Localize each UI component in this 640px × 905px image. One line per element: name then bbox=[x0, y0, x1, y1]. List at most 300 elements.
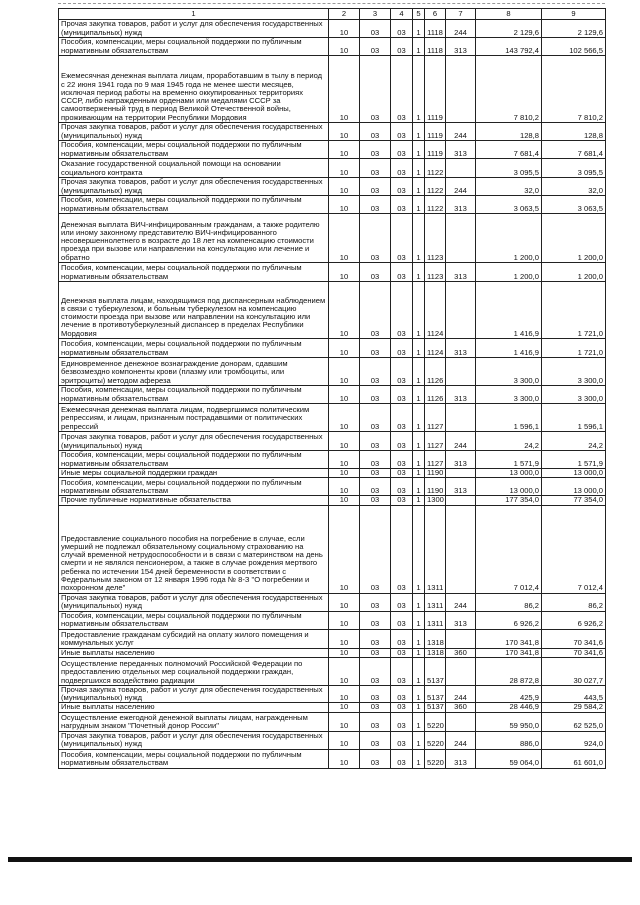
cell-c9: 3 300,0 bbox=[542, 386, 606, 404]
table-body bbox=[59, 20, 606, 769]
cell-c5: 1 bbox=[413, 749, 425, 768]
table-row bbox=[59, 38, 606, 56]
cell-c7: 313 bbox=[446, 451, 476, 469]
cell-c4: 03 bbox=[391, 386, 413, 404]
cell-c9: 61 601,0 bbox=[542, 749, 606, 768]
cell-c2: 10 bbox=[329, 469, 360, 478]
cell-c4: 03 bbox=[391, 123, 413, 141]
cell-c4: 03 bbox=[391, 469, 413, 478]
cell-c3: 03 bbox=[360, 339, 391, 358]
table-row bbox=[59, 496, 606, 505]
cell-c5: 1 bbox=[413, 178, 425, 196]
cell-c2: 10 bbox=[329, 123, 360, 141]
cell-c9: 7 681,4 bbox=[542, 141, 606, 159]
bottom-border-bar bbox=[8, 857, 632, 862]
cell-c3: 03 bbox=[360, 469, 391, 478]
cell-c8: 3 300,0 bbox=[476, 386, 542, 404]
cell-c5: 1 bbox=[413, 404, 425, 432]
cell-c4: 03 bbox=[391, 432, 413, 451]
cell-c4: 03 bbox=[391, 38, 413, 56]
cell-c2: 10 bbox=[329, 282, 360, 339]
row-description: Ежемесячная денежная выплата лицам, подвергшимся политическим репрессиям, и лицам, признанным пострадавшими от политических репрессий bbox=[59, 404, 329, 432]
cell-c4: 03 bbox=[391, 593, 413, 611]
cell-c4: 03 bbox=[391, 749, 413, 768]
cell-c3: 03 bbox=[360, 478, 391, 496]
row-description: Прочая закупка товаров, работ и услуг для обеспечения государственных (муниципальных) нужд bbox=[59, 178, 329, 196]
cell-c3: 03 bbox=[360, 141, 391, 159]
cell-c5: 1 bbox=[413, 141, 425, 159]
cell-c3: 03 bbox=[360, 657, 391, 685]
cell-c9: 2 129,6 bbox=[542, 20, 606, 38]
cell-c9: 128,8 bbox=[542, 123, 606, 141]
cell-c5: 1 bbox=[413, 469, 425, 478]
cell-c6: 1126 bbox=[425, 386, 446, 404]
cell-c3: 03 bbox=[360, 611, 391, 629]
cell-c8: 24,2 bbox=[476, 432, 542, 451]
cell-c4: 03 bbox=[391, 404, 413, 432]
column-header: 7 bbox=[446, 9, 476, 20]
cell-c3: 03 bbox=[360, 731, 391, 749]
row-description: Пособия, компенсации, меры социальной поддержки по публичным нормативным обязательствам bbox=[59, 196, 329, 214]
cell-c8: 1 416,9 bbox=[476, 282, 542, 339]
cell-c8: 13 000,0 bbox=[476, 478, 542, 496]
cell-c9: 1 200,0 bbox=[542, 214, 606, 263]
cell-c8: 7 681,4 bbox=[476, 141, 542, 159]
cell-c7 bbox=[446, 282, 476, 339]
cell-c6: 1311 bbox=[425, 611, 446, 629]
row-description: Прочая закупка товаров, работ и услуг для обеспечения государственных (муниципальных) нужд bbox=[59, 685, 329, 703]
cell-c6: 1123 bbox=[425, 214, 446, 263]
cell-c3: 03 bbox=[360, 20, 391, 38]
cell-c3: 03 bbox=[360, 703, 391, 712]
cell-c6: 1119 bbox=[425, 123, 446, 141]
cell-c4: 03 bbox=[391, 196, 413, 214]
cell-c2: 10 bbox=[329, 505, 360, 593]
cell-c2: 10 bbox=[329, 685, 360, 703]
cell-c3: 03 bbox=[360, 178, 391, 196]
table-row bbox=[59, 712, 606, 731]
row-description: Осуществление ежегодной денежной выплаты лицам, награжденным нагрудным знаком "Почетный донор России" bbox=[59, 712, 329, 731]
cell-c8: 59 064,0 bbox=[476, 749, 542, 768]
cell-c6: 1122 bbox=[425, 178, 446, 196]
cell-c2: 10 bbox=[329, 339, 360, 358]
cell-c5: 1 bbox=[413, 282, 425, 339]
cell-c5: 1 bbox=[413, 214, 425, 263]
cell-c5: 1 bbox=[413, 712, 425, 731]
table-row bbox=[59, 20, 606, 38]
budget-table-page bbox=[58, 8, 605, 769]
cell-c7: 313 bbox=[446, 478, 476, 496]
row-description: Пособия, компенсации, меры социальной поддержки по публичным нормативным обязательствам bbox=[59, 611, 329, 629]
top-dashed-rule bbox=[58, 3, 605, 4]
cell-c9: 924,0 bbox=[542, 731, 606, 749]
row-description: Прочая закупка товаров, работ и услуг для обеспечения государственных (муниципальных) нужд bbox=[59, 20, 329, 38]
cell-c9: 7 012,4 bbox=[542, 505, 606, 593]
cell-c3: 03 bbox=[360, 685, 391, 703]
cell-c6: 5137 bbox=[425, 685, 446, 703]
cell-c8: 425,9 bbox=[476, 685, 542, 703]
cell-c8: 170 341,8 bbox=[476, 629, 542, 648]
cell-c3: 03 bbox=[360, 196, 391, 214]
row-description: Пособия, компенсации, меры социальной поддержки по публичным нормативным обязательствам bbox=[59, 263, 329, 282]
table-row bbox=[59, 196, 606, 214]
row-description: Предоставление гражданам субсидий на оплату жилого помещения и коммунальных услуг bbox=[59, 629, 329, 648]
row-description: Пособия, компенсации, меры социальной поддержки по публичным нормативным обязательствам bbox=[59, 141, 329, 159]
cell-c3: 03 bbox=[360, 159, 391, 178]
table-row bbox=[59, 56, 606, 123]
cell-c4: 03 bbox=[391, 159, 413, 178]
cell-c3: 03 bbox=[360, 432, 391, 451]
cell-c9: 1 721,0 bbox=[542, 282, 606, 339]
cell-c7 bbox=[446, 214, 476, 263]
cell-c5: 1 bbox=[413, 451, 425, 469]
cell-c4: 03 bbox=[391, 731, 413, 749]
cell-c6: 1318 bbox=[425, 629, 446, 648]
column-header: 5 bbox=[413, 9, 425, 20]
column-header: 8 bbox=[476, 9, 542, 20]
cell-c6: 5137 bbox=[425, 703, 446, 712]
cell-c4: 03 bbox=[391, 611, 413, 629]
cell-c8: 177 354,0 bbox=[476, 496, 542, 505]
cell-c8: 1 596,1 bbox=[476, 404, 542, 432]
table-row bbox=[59, 657, 606, 685]
row-description: Единовременное денежное вознаграждение донорам, сдавшим безвозмездно компоненты крови (плазму или тромбоциты, или эритроциты) методом афереза bbox=[59, 358, 329, 386]
cell-c6: 1300 bbox=[425, 496, 446, 505]
row-description: Пособия, компенсации, меры социальной поддержки по публичным нормативным обязательствам bbox=[59, 478, 329, 496]
cell-c3: 03 bbox=[360, 214, 391, 263]
cell-c8: 886,0 bbox=[476, 731, 542, 749]
table-row bbox=[59, 469, 606, 478]
cell-c5: 1 bbox=[413, 38, 425, 56]
cell-c9: 30 027,7 bbox=[542, 657, 606, 685]
cell-c2: 10 bbox=[329, 263, 360, 282]
cell-c6: 5220 bbox=[425, 731, 446, 749]
cell-c2: 10 bbox=[329, 478, 360, 496]
table-row bbox=[59, 386, 606, 404]
table-row bbox=[59, 178, 606, 196]
cell-c6: 1118 bbox=[425, 38, 446, 56]
cell-c4: 03 bbox=[391, 178, 413, 196]
cell-c2: 10 bbox=[329, 404, 360, 432]
cell-c5: 1 bbox=[413, 648, 425, 657]
cell-c3: 03 bbox=[360, 629, 391, 648]
cell-c6: 1122 bbox=[425, 159, 446, 178]
cell-c3: 03 bbox=[360, 123, 391, 141]
cell-c7: 313 bbox=[446, 141, 476, 159]
table-row bbox=[59, 648, 606, 657]
cell-c7: 313 bbox=[446, 611, 476, 629]
cell-c3: 03 bbox=[360, 358, 391, 386]
cell-c2: 10 bbox=[329, 159, 360, 178]
row-description: Осуществление переданных полномочий Российской Федерации по предоставлению отдельных мер социальной поддержки граждан, подвергшихся воздействию радиации bbox=[59, 657, 329, 685]
cell-c6: 1126 bbox=[425, 358, 446, 386]
cell-c9: 62 525,0 bbox=[542, 712, 606, 731]
cell-c2: 10 bbox=[329, 56, 360, 123]
cell-c9: 77 354,0 bbox=[542, 496, 606, 505]
cell-c6: 1190 bbox=[425, 478, 446, 496]
table-row bbox=[59, 358, 606, 386]
table-header-row bbox=[59, 9, 606, 20]
cell-c5: 1 bbox=[413, 478, 425, 496]
table-row bbox=[59, 141, 606, 159]
cell-c9: 1 596,1 bbox=[542, 404, 606, 432]
column-header: 6 bbox=[425, 9, 446, 20]
cell-c6: 5137 bbox=[425, 657, 446, 685]
cell-c3: 03 bbox=[360, 56, 391, 123]
cell-c7: 244 bbox=[446, 432, 476, 451]
cell-c5: 1 bbox=[413, 386, 425, 404]
cell-c2: 10 bbox=[329, 141, 360, 159]
cell-c2: 10 bbox=[329, 451, 360, 469]
cell-c5: 1 bbox=[413, 358, 425, 386]
cell-c3: 03 bbox=[360, 496, 391, 505]
row-description: Прочая закупка товаров, работ и услуг для обеспечения государственных (муниципальных) нужд bbox=[59, 731, 329, 749]
row-description: Денежная выплата лицам, находящимся под диспансерным наблюдением в связи с туберкулезом, и больным туберкулезом на компенсацию стоимости проезда при вызове или направлении на консультацию или лечение в противотуберкулезный диспансер в пределах Республики Мордовия bbox=[59, 282, 329, 339]
cell-c4: 03 bbox=[391, 712, 413, 731]
table-row bbox=[59, 593, 606, 611]
cell-c3: 03 bbox=[360, 505, 391, 593]
cell-c6: 1127 bbox=[425, 404, 446, 432]
table-row bbox=[59, 404, 606, 432]
cell-c2: 10 bbox=[329, 214, 360, 263]
cell-c7: 244 bbox=[446, 593, 476, 611]
cell-c4: 03 bbox=[391, 629, 413, 648]
cell-c5: 1 bbox=[413, 20, 425, 38]
cell-c5: 1 bbox=[413, 56, 425, 123]
cell-c3: 03 bbox=[360, 648, 391, 657]
column-header: 1 bbox=[59, 9, 329, 20]
cell-c9: 24,2 bbox=[542, 432, 606, 451]
cell-c7: 244 bbox=[446, 685, 476, 703]
cell-c8: 128,8 bbox=[476, 123, 542, 141]
cell-c6: 5220 bbox=[425, 749, 446, 768]
row-description: Прочая закупка товаров, работ и услуг для обеспечения государственных (муниципальных) нужд bbox=[59, 432, 329, 451]
cell-c6: 1123 bbox=[425, 263, 446, 282]
cell-c5: 1 bbox=[413, 703, 425, 712]
cell-c3: 03 bbox=[360, 451, 391, 469]
cell-c6: 1124 bbox=[425, 339, 446, 358]
cell-c7: 313 bbox=[446, 196, 476, 214]
table-row bbox=[59, 703, 606, 712]
cell-c9: 1 200,0 bbox=[542, 263, 606, 282]
cell-c6: 1119 bbox=[425, 56, 446, 123]
table-row bbox=[59, 505, 606, 593]
cell-c4: 03 bbox=[391, 263, 413, 282]
cell-c9: 102 566,5 bbox=[542, 38, 606, 56]
cell-c7: 313 bbox=[446, 749, 476, 768]
cell-c4: 03 bbox=[391, 282, 413, 339]
cell-c3: 03 bbox=[360, 593, 391, 611]
cell-c9: 86,2 bbox=[542, 593, 606, 611]
cell-c3: 03 bbox=[360, 712, 391, 731]
cell-c8: 7 012,4 bbox=[476, 505, 542, 593]
cell-c2: 10 bbox=[329, 731, 360, 749]
table-row bbox=[59, 611, 606, 629]
cell-c6: 1318 bbox=[425, 648, 446, 657]
row-description: Оказание государственной социальной помощи на основании социального контракта bbox=[59, 159, 329, 178]
cell-c9: 7 810,2 bbox=[542, 56, 606, 123]
row-description: Иные выплаты населению bbox=[59, 703, 329, 712]
cell-c9: 70 341,6 bbox=[542, 648, 606, 657]
cell-c7: 244 bbox=[446, 178, 476, 196]
cell-c4: 03 bbox=[391, 505, 413, 593]
cell-c8: 28 872,8 bbox=[476, 657, 542, 685]
column-header: 4 bbox=[391, 9, 413, 20]
cell-c5: 1 bbox=[413, 657, 425, 685]
cell-c6: 1119 bbox=[425, 141, 446, 159]
cell-c8: 6 926,2 bbox=[476, 611, 542, 629]
cell-c8: 59 950,0 bbox=[476, 712, 542, 731]
table-row bbox=[59, 629, 606, 648]
table-row bbox=[59, 282, 606, 339]
cell-c2: 10 bbox=[329, 178, 360, 196]
cell-c2: 10 bbox=[329, 496, 360, 505]
cell-c7 bbox=[446, 505, 476, 593]
cell-c2: 10 bbox=[329, 593, 360, 611]
cell-c7 bbox=[446, 159, 476, 178]
table-row bbox=[59, 159, 606, 178]
cell-c7 bbox=[446, 358, 476, 386]
row-description: Пособия, компенсации, меры социальной поддержки по публичным нормативным обязательствам bbox=[59, 38, 329, 56]
cell-c7 bbox=[446, 56, 476, 123]
cell-c8: 1 200,0 bbox=[476, 263, 542, 282]
row-description: Пособия, компенсации, меры социальной поддержки по публичным нормативным обязательствам bbox=[59, 749, 329, 768]
row-description: Прочие публичные нормативные обязательства bbox=[59, 496, 329, 505]
cell-c5: 1 bbox=[413, 593, 425, 611]
cell-c4: 03 bbox=[391, 56, 413, 123]
cell-c7: 313 bbox=[446, 263, 476, 282]
cell-c8: 3 095,5 bbox=[476, 159, 542, 178]
cell-c5: 1 bbox=[413, 196, 425, 214]
cell-c4: 03 bbox=[391, 478, 413, 496]
cell-c5: 1 bbox=[413, 611, 425, 629]
cell-c9: 3 095,5 bbox=[542, 159, 606, 178]
cell-c5: 1 bbox=[413, 123, 425, 141]
budget-table bbox=[58, 8, 606, 769]
cell-c6: 5220 bbox=[425, 712, 446, 731]
cell-c9: 13 000,0 bbox=[542, 469, 606, 478]
cell-c6: 1127 bbox=[425, 432, 446, 451]
row-description: Прочая закупка товаров, работ и услуг для обеспечения государственных (муниципальных) нужд bbox=[59, 123, 329, 141]
cell-c2: 10 bbox=[329, 648, 360, 657]
table-row bbox=[59, 685, 606, 703]
cell-c8: 143 792,4 bbox=[476, 38, 542, 56]
cell-c9: 29 584,2 bbox=[542, 703, 606, 712]
cell-c8: 86,2 bbox=[476, 593, 542, 611]
row-description: Предоставление социального пособия на погребение в случае, если умерший не подлежал обязательному социальному страхованию на случай временной нетрудоспособности и в связи с материнством на день смерти и не являлся пенсионером, а также в случае рождения мертвого ребенка по истечении 154 дней беременности в соответствии с Федеральным законом от 12 января 1996 года № 8-З "О погребении и похоронном деле" bbox=[59, 505, 329, 593]
cell-c2: 10 bbox=[329, 196, 360, 214]
cell-c8: 28 446,9 bbox=[476, 703, 542, 712]
cell-c6: 1311 bbox=[425, 593, 446, 611]
row-description: Пособия, компенсации, меры социальной поддержки по публичным нормативным обязательствам bbox=[59, 339, 329, 358]
cell-c4: 03 bbox=[391, 703, 413, 712]
cell-c3: 03 bbox=[360, 749, 391, 768]
cell-c8: 1 571,9 bbox=[476, 451, 542, 469]
cell-c9: 1 571,9 bbox=[542, 451, 606, 469]
cell-c7 bbox=[446, 496, 476, 505]
cell-c7: 360 bbox=[446, 703, 476, 712]
cell-c4: 03 bbox=[391, 20, 413, 38]
cell-c6: 1127 bbox=[425, 451, 446, 469]
cell-c7: 360 bbox=[446, 648, 476, 657]
row-description: Иные выплаты населению bbox=[59, 648, 329, 657]
table-row bbox=[59, 432, 606, 451]
cell-c2: 10 bbox=[329, 749, 360, 768]
cell-c9: 443,5 bbox=[542, 685, 606, 703]
cell-c4: 03 bbox=[391, 358, 413, 386]
row-description: Ежемесячная денежная выплата лицам, проработавшим в тылу в период с 22 июня 1941 года по 9 мая 1945 года не менее шести месяцев, исключая период работы на временно оккупированных территориях СССР, либо награжденным орденами или медалями СССР за самоотверженный труд в период Великой Отечественной войны, проживающим на территории Республики Мордовия bbox=[59, 56, 329, 123]
table-row bbox=[59, 749, 606, 768]
cell-c2: 10 bbox=[329, 629, 360, 648]
cell-c4: 03 bbox=[391, 451, 413, 469]
cell-c4: 03 bbox=[391, 214, 413, 263]
cell-c7 bbox=[446, 469, 476, 478]
cell-c6: 1311 bbox=[425, 505, 446, 593]
table-row bbox=[59, 478, 606, 496]
cell-c6: 1118 bbox=[425, 20, 446, 38]
cell-c7: 313 bbox=[446, 38, 476, 56]
cell-c3: 03 bbox=[360, 38, 391, 56]
cell-c9: 1 721,0 bbox=[542, 339, 606, 358]
cell-c5: 1 bbox=[413, 505, 425, 593]
cell-c5: 1 bbox=[413, 159, 425, 178]
row-description: Иные меры социальной поддержки граждан bbox=[59, 469, 329, 478]
cell-c3: 03 bbox=[360, 404, 391, 432]
cell-c8: 1 200,0 bbox=[476, 214, 542, 263]
column-header: 3 bbox=[360, 9, 391, 20]
cell-c7 bbox=[446, 404, 476, 432]
cell-c3: 03 bbox=[360, 263, 391, 282]
cell-c5: 1 bbox=[413, 339, 425, 358]
row-description: Пособия, компенсации, меры социальной поддержки по публичным нормативным обязательствам bbox=[59, 451, 329, 469]
cell-c8: 3 300,0 bbox=[476, 358, 542, 386]
cell-c2: 10 bbox=[329, 703, 360, 712]
cell-c6: 1190 bbox=[425, 469, 446, 478]
row-description: Денежная выплата ВИЧ-инфицированным гражданам, а также родителю или иному законному представителю ВИЧ-инфицированного несовершеннолетнего в возрасте до 18 лет на компенсацию стоимости проезда при вызове или направлении на консультацию или лечение и обратно bbox=[59, 214, 329, 263]
row-description: Пособия, компенсации, меры социальной поддержки по публичным нормативным обязательствам bbox=[59, 386, 329, 404]
cell-c9: 3 300,0 bbox=[542, 358, 606, 386]
cell-c2: 10 bbox=[329, 386, 360, 404]
cell-c9: 32,0 bbox=[542, 178, 606, 196]
cell-c5: 1 bbox=[413, 629, 425, 648]
cell-c4: 03 bbox=[391, 496, 413, 505]
cell-c2: 10 bbox=[329, 611, 360, 629]
column-header: 9 bbox=[542, 9, 606, 20]
cell-c2: 10 bbox=[329, 358, 360, 386]
cell-c6: 1122 bbox=[425, 196, 446, 214]
table-row bbox=[59, 123, 606, 141]
cell-c9: 13 000,0 bbox=[542, 478, 606, 496]
table-row bbox=[59, 339, 606, 358]
cell-c2: 10 bbox=[329, 712, 360, 731]
table-row bbox=[59, 451, 606, 469]
cell-c7: 313 bbox=[446, 386, 476, 404]
cell-c8: 170 341,8 bbox=[476, 648, 542, 657]
cell-c2: 10 bbox=[329, 20, 360, 38]
cell-c5: 1 bbox=[413, 731, 425, 749]
cell-c7 bbox=[446, 629, 476, 648]
cell-c7: 244 bbox=[446, 731, 476, 749]
cell-c3: 03 bbox=[360, 282, 391, 339]
cell-c5: 1 bbox=[413, 263, 425, 282]
cell-c4: 03 bbox=[391, 657, 413, 685]
cell-c4: 03 bbox=[391, 685, 413, 703]
cell-c7 bbox=[446, 712, 476, 731]
cell-c8: 3 063,5 bbox=[476, 196, 542, 214]
cell-c9: 70 341,6 bbox=[542, 629, 606, 648]
cell-c9: 6 926,2 bbox=[542, 611, 606, 629]
cell-c8: 2 129,6 bbox=[476, 20, 542, 38]
